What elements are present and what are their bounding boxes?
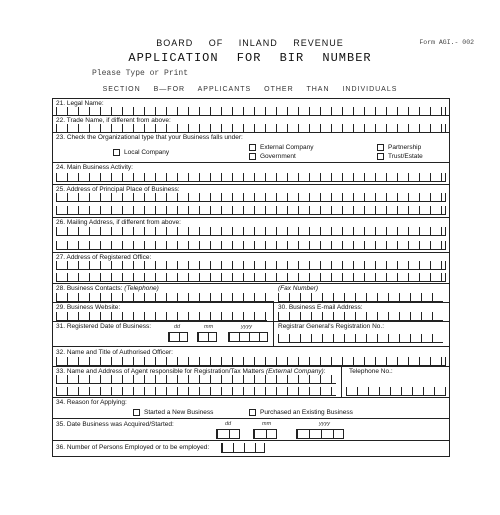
year-unit-label: yyyy: [319, 421, 330, 427]
purchased-business-checkbox[interactable]: [249, 409, 256, 416]
column-divider: [273, 322, 274, 346]
year-unit-label: yyyy: [241, 324, 252, 330]
main-activity-label: 24. Main Business Activity:: [56, 164, 133, 171]
registered-year-input[interactable]: [228, 332, 268, 342]
agent-address-input[interactable]: [56, 387, 336, 396]
field-business-contacts: [53, 284, 449, 303]
field-reason-for-applying: [53, 398, 449, 419]
trade-name-label: 22. Trade Name, if different from above:: [56, 117, 171, 124]
mailing-address-line-1[interactable]: [56, 227, 446, 236]
field-persons-employed: [53, 441, 449, 456]
month-unit-label: mm: [204, 324, 214, 330]
local-company-checkbox[interactable]: [113, 149, 120, 156]
email-input[interactable]: [278, 312, 443, 321]
field-registered-date: [53, 322, 449, 347]
org-type-label: 23. Check the Organizational type that your Business falls under:: [56, 134, 243, 141]
started-new-business-label: Started a New Business: [144, 409, 214, 416]
persons-employed-label: 36. Number of Persons Employed or to be employed:: [56, 444, 210, 451]
field-main-business-activity: [53, 163, 449, 185]
acquired-month-input[interactable]: [253, 429, 277, 439]
principal-address-label: 25. Address of Principal Place of Business:: [56, 186, 180, 193]
external-company-hint: (External Company): [265, 368, 324, 375]
field-legal-name: [53, 99, 449, 116]
fax-input[interactable]: [278, 293, 443, 302]
field-organizational-type: [53, 133, 449, 163]
mailing-address-label: 26. Mailing Address, if different from above:: [56, 219, 181, 226]
mailing-address-line-2[interactable]: [56, 241, 446, 250]
persons-employed-input[interactable]: [221, 443, 265, 453]
partnership-checkbox[interactable]: [377, 144, 384, 151]
legal-name-label: 21. Legal Name:: [56, 100, 104, 107]
website-input[interactable]: [56, 312, 267, 321]
registered-month-input[interactable]: [197, 332, 217, 342]
registered-office-label: 27. Address of Registered Office:: [56, 254, 152, 261]
agent-label: 33. Name and Address of Agent responsible for Registration/Tax Matters (External Company):: [56, 368, 326, 375]
registration-no-label: Registrar General's Registration No.:: [278, 323, 385, 330]
registered-day-input[interactable]: [168, 332, 188, 342]
authorised-officer-label: 32. Name and Title of Authorised Officer:: [56, 349, 173, 356]
fax-hint: (Fax Number): [278, 285, 319, 292]
external-company-label: External Company: [260, 144, 314, 151]
field-authorised-officer: [53, 347, 449, 367]
local-company-label: Local Company: [124, 149, 170, 156]
application-form: [52, 98, 450, 457]
month-unit-label: mm: [262, 421, 272, 427]
form-number: Form AGI.- 002: [419, 39, 474, 46]
registration-no-input[interactable]: [278, 334, 443, 343]
main-activity-input[interactable]: [56, 173, 446, 182]
started-new-business-checkbox[interactable]: [133, 409, 140, 416]
field-trade-name: [53, 116, 449, 133]
field-principal-address: [53, 185, 449, 218]
agent-telephone-label: Telephone No.:: [349, 368, 393, 375]
date-acquired-label: 35. Date Business was Acquired/Started:: [56, 421, 174, 428]
government-label: Government: [260, 153, 296, 160]
telephone-hint: (Telephone): [124, 285, 159, 292]
external-company-checkbox[interactable]: [249, 144, 256, 151]
telephone-input[interactable]: [56, 293, 274, 302]
column-divider: [341, 367, 342, 397]
acquired-day-input[interactable]: [216, 429, 240, 439]
principal-address-line-1[interactable]: [56, 193, 446, 202]
registered-office-line-2[interactable]: [56, 273, 446, 282]
trade-name-input[interactable]: [56, 124, 446, 133]
field-registered-office: [53, 253, 449, 284]
business-contacts-label: 28. Business Contacts: (Telephone): [56, 285, 159, 292]
email-label: 30. Business E-mail Address:: [278, 304, 363, 311]
principal-address-line-2[interactable]: [56, 206, 446, 215]
legal-name-input[interactable]: [56, 107, 446, 116]
page-title: APPLICATION FOR BIR NUMBER: [128, 51, 372, 65]
agent-telephone-input[interactable]: [346, 387, 446, 396]
section-heading: SECTION B—FOR APPLICANTS OTHER THAN INDIVIDUALS: [102, 86, 398, 93]
acquired-year-input[interactable]: [296, 429, 344, 439]
registered-office-line-1[interactable]: [56, 261, 446, 270]
day-unit-label: dd: [225, 421, 232, 427]
purchased-business-label: Purchased an Existing Business: [260, 409, 353, 416]
authorised-officer-input[interactable]: [56, 357, 446, 366]
field-agent: [53, 367, 449, 398]
instruction-text: Please Type or Print: [92, 69, 189, 78]
column-divider: [273, 303, 274, 321]
field-date-acquired: [53, 419, 449, 441]
day-unit-label: dd: [174, 324, 181, 330]
board-heading: BOARD OF INLAND REVENUE: [156, 38, 344, 48]
government-checkbox[interactable]: [249, 153, 256, 160]
field-website-email: [53, 303, 449, 322]
trust-estate-label: Trust/Estate: [388, 153, 423, 160]
website-label: 29. Business Website:: [56, 304, 121, 311]
reason-label: 34. Reason for Applying:: [56, 399, 127, 406]
partnership-label: Partnership: [388, 144, 422, 151]
field-mailing-address: [53, 218, 449, 253]
agent-name-input[interactable]: [56, 375, 336, 384]
trust-estate-checkbox[interactable]: [377, 153, 384, 160]
registered-date-label: 31. Registered Date of Business:: [56, 323, 152, 330]
